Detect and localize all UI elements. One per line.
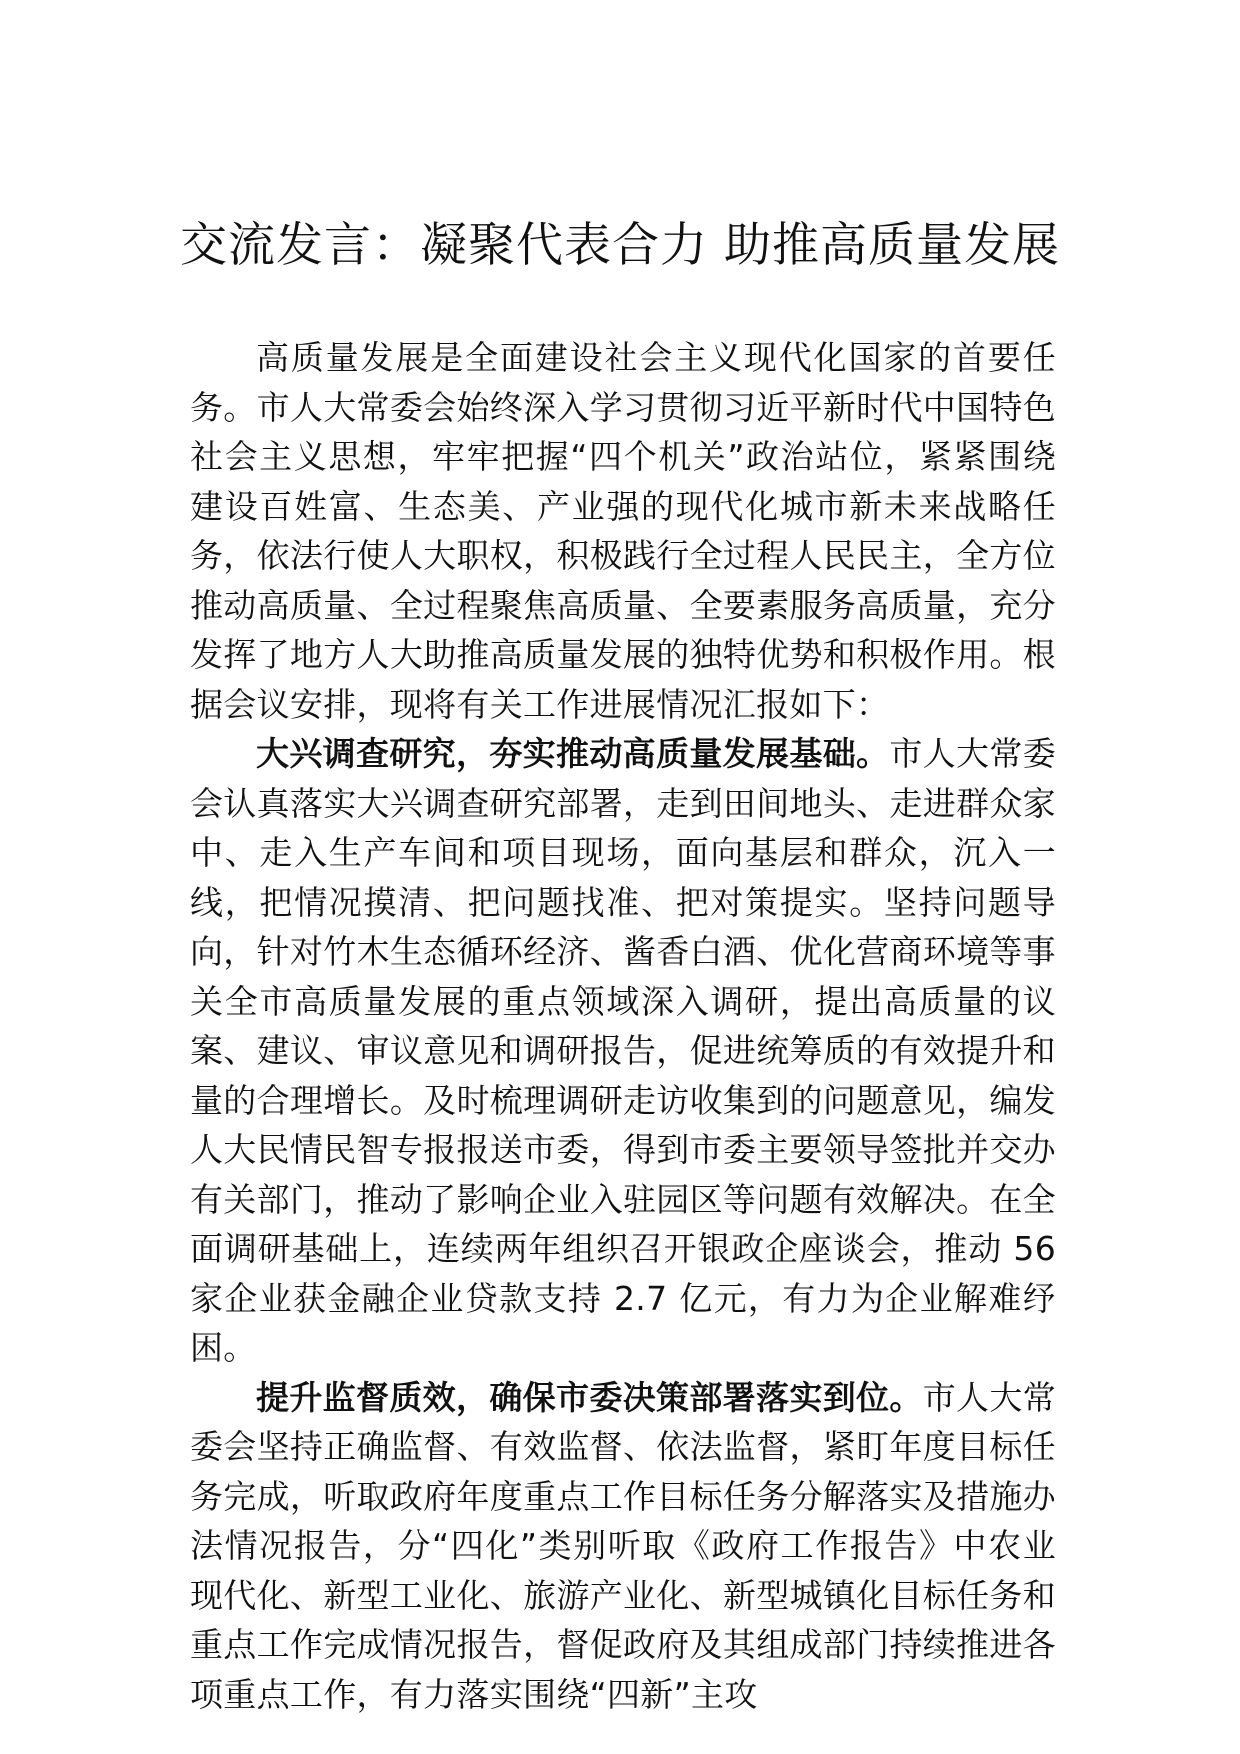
document-body	[190, 333, 1056, 1719]
paragraph-supervision-text: 市人大常委会坚持正确监督、有效监督、依法监督，紧盯年度目标任务完成，听取政府年度重点工作目标任务分解落实及措施办法情况报告，分“四化”类别听取《政府工作报告》中农业现代化、新型工业化、旅游产业化、新型城镇化目标任务和重点工作完成情况报告，督促政府及其组成部门持续推进各项重点工作，有力落实围绕“四新”主攻	[190, 1377, 1057, 1714]
paragraph-supervision	[190, 1373, 1056, 1720]
paragraph-intro	[190, 333, 1056, 729]
paragraph-research-text: 市人大常委会认真落实大兴调查研究部署，走到田间地头、走进群众家中、走入生产车间和项目现场，面向基层和群众，沉入一线，把情况摸清、把问题找准、把对策提实。坚持问题导向，针对竹木生态循环经济、酱香白酒、优化营商环境等事关全市高质量发展的重点领域深入调研，提出高质量的议案、建议、审议意见和调研报告，促进统筹质的有效提升和量的合理增长。及时梳理调研走访收集到的问题意见，编发人大民情民智专报报送市委，得到市委主要领导签批并交办有关部门，推动了影响企业入驻园区等问题有效解决。在全面调研基础上，连续两年组织召开银政企座谈会，推动 56 家企业获金融企业贷款支持 2.7 亿元，有力为企业解难纾困。	[190, 734, 1056, 1367]
paragraph-research-heading: 大兴调查研究，夯实推动高质量发展基础。	[256, 734, 890, 773]
paragraph-research	[190, 729, 1056, 1373]
paragraph-supervision-heading: 提升监督质效，确保市委决策部署落实到位。	[256, 1377, 923, 1417]
document-title: 交流发言：凝聚代表合力 助推高质量发展	[180, 218, 1060, 273]
paragraph-intro-text: 高质量发展是全面建设社会主义现代化国家的首要任务。市人大常委会始终深入学习贯彻习近平新时代中国特色社会主义思想，牢牢把握“四个机关”政治站位，紧紧围绕建设百姓富、生态美、产业强的现代化城市新未来战略任务，依法行使人大职权，积极践行全过程人民民主，全方位推动高质量、全过程聚焦高质量、全要素服务高质量，充分发挥了地方人大助推高质量发展的独特优势和积极作用。根据会议安排，现将有关工作进展情况汇报如下：	[190, 338, 1056, 724]
